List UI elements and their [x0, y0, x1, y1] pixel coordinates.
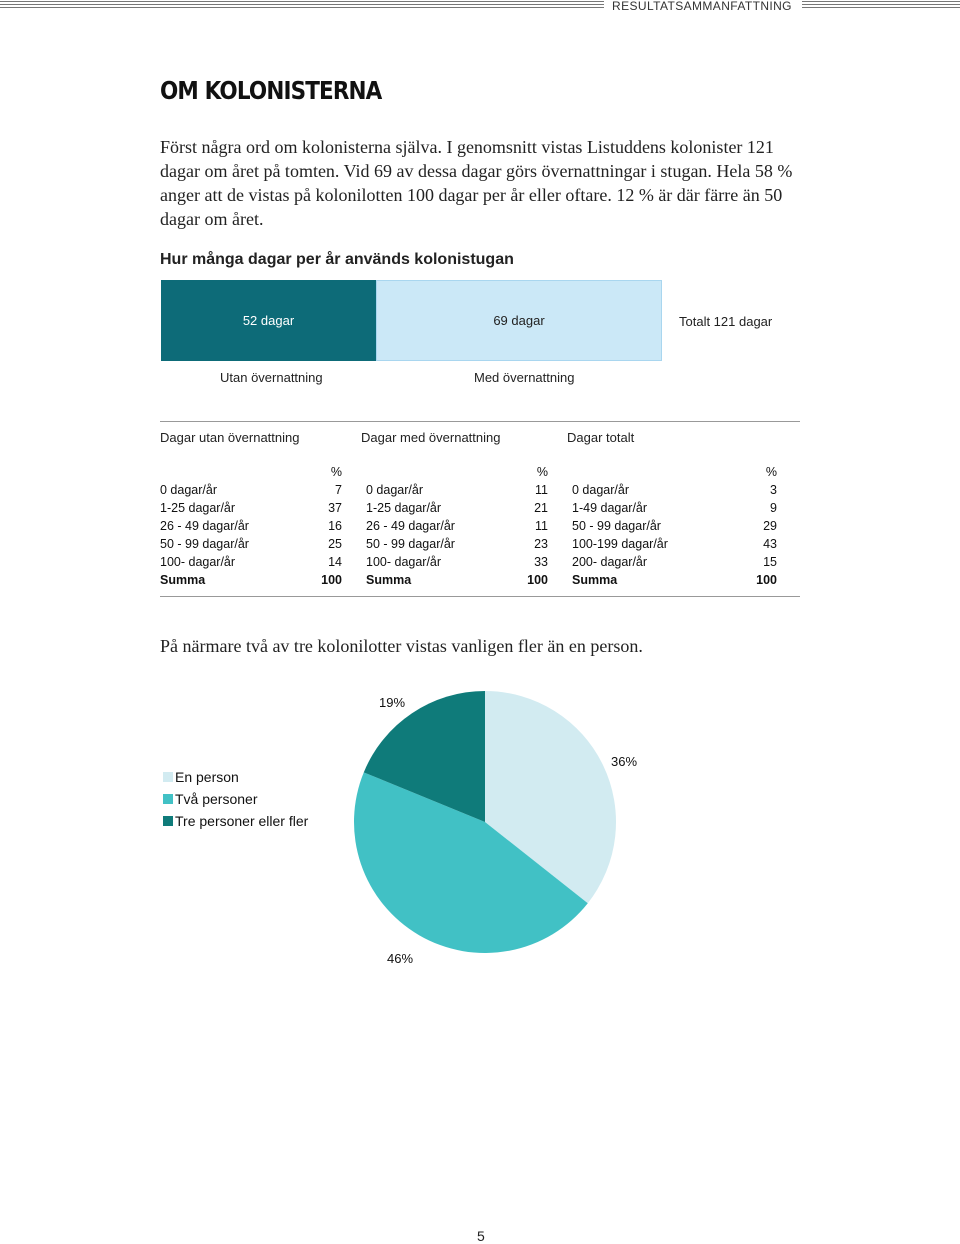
legend-swatch	[163, 794, 173, 804]
percent-header: %	[765, 465, 777, 479]
row-label: 26 - 49 dagar/år	[160, 519, 249, 533]
percent-header: %	[330, 465, 342, 479]
row-value: 100	[321, 573, 342, 587]
row-value: 16	[328, 519, 342, 533]
percent-header: %	[536, 465, 548, 479]
table-heading-with: Dagar med övernattning	[361, 430, 501, 445]
row-label: 100- dagar/år	[366, 555, 442, 569]
pie-legend	[163, 766, 308, 832]
bar-total-label: Totalt 121 dagar	[679, 314, 773, 329]
legend-swatch	[163, 772, 173, 782]
row-value: 100	[756, 573, 777, 587]
row-label: 0 dagar/år	[366, 483, 423, 497]
legend-item	[163, 810, 308, 832]
bar-with-overnight-label: 69 dagar	[493, 313, 545, 328]
row-value: 11	[535, 483, 548, 497]
row-value: 11	[535, 519, 548, 533]
row-value: 37	[328, 501, 342, 515]
row-label: Summa	[366, 573, 412, 587]
pie-intro-sentence: På närmare två av tre kolonilotter vistas vanligen fler än en person.	[160, 636, 643, 656]
row-value: 100	[527, 573, 548, 587]
running-header-title: RESULTATSAMMANFATTNING	[612, 0, 792, 13]
page-title: OM KOLONISTERNA	[160, 76, 382, 105]
legend-swatch	[163, 816, 173, 826]
row-value: 21	[534, 501, 548, 515]
row-label: 1-49 dagar/år	[572, 501, 648, 515]
legend-label: En person	[175, 769, 239, 785]
pie-label-three-plus: 19%	[379, 695, 406, 710]
row-label: 1-25 dagar/år	[366, 501, 442, 515]
bar-without-overnight-label: 52 dagar	[242, 313, 295, 328]
row-value: 23	[534, 537, 548, 551]
row-label: 50 - 99 dagar/år	[366, 537, 455, 551]
bar-legend-without-overnight: Utan övernattning	[220, 370, 323, 385]
legend-label: Två personer	[175, 791, 258, 807]
legend-label: Tre personer eller fler	[175, 813, 309, 829]
row-value: 14	[328, 555, 342, 569]
table-heading-total: Dagar totalt	[567, 430, 635, 445]
row-label: 100-199 dagar/år	[572, 537, 668, 551]
row-value: 29	[763, 519, 777, 533]
bar-chart-title: Hur många dagar per år används kolonistugan	[160, 251, 514, 268]
row-label: 0 dagar/år	[160, 483, 217, 497]
row-label: 0 dagar/år	[572, 483, 629, 497]
row-value: 7	[335, 483, 342, 497]
page-number: 5	[477, 1228, 485, 1244]
legend-item	[163, 766, 308, 788]
row-label: 1-25 dagar/år	[160, 501, 236, 515]
row-label: 26 - 49 dagar/år	[366, 519, 455, 533]
row-value: 9	[770, 501, 777, 515]
row-value: 33	[534, 555, 548, 569]
row-value: 3	[770, 483, 777, 497]
row-label: 50 - 99 dagar/år	[160, 537, 249, 551]
bar-legend-with-overnight: Med övernattning	[474, 370, 575, 385]
intro-paragraph: Först några ord om kolonisterna själva. I genomsnitt vistas Listuddens kolonister 121 dagar om året på tomten. Vid 69 av dessa dagar görs övernattningar i stugan. Hela 58 % anger att de vistas på kolonilotten 100 dagar per år eller oftare. 12 % är där färre än 50 dagar om året.	[160, 137, 793, 229]
legend-item	[163, 788, 308, 810]
row-label: Summa	[160, 573, 206, 587]
row-label: 50 - 99 dagar/år	[572, 519, 661, 533]
row-value: 25	[328, 537, 342, 551]
row-value: 43	[763, 537, 777, 551]
row-label: 200- dagar/år	[572, 555, 648, 569]
row-label: Summa	[572, 573, 618, 587]
pie-label-one-person: 36%	[611, 754, 638, 769]
table-heading-without: Dagar utan övernattning	[160, 430, 300, 445]
row-label: 100- dagar/år	[160, 555, 236, 569]
pie-label-two-persons: 46%	[387, 951, 414, 966]
row-value: 15	[763, 555, 777, 569]
